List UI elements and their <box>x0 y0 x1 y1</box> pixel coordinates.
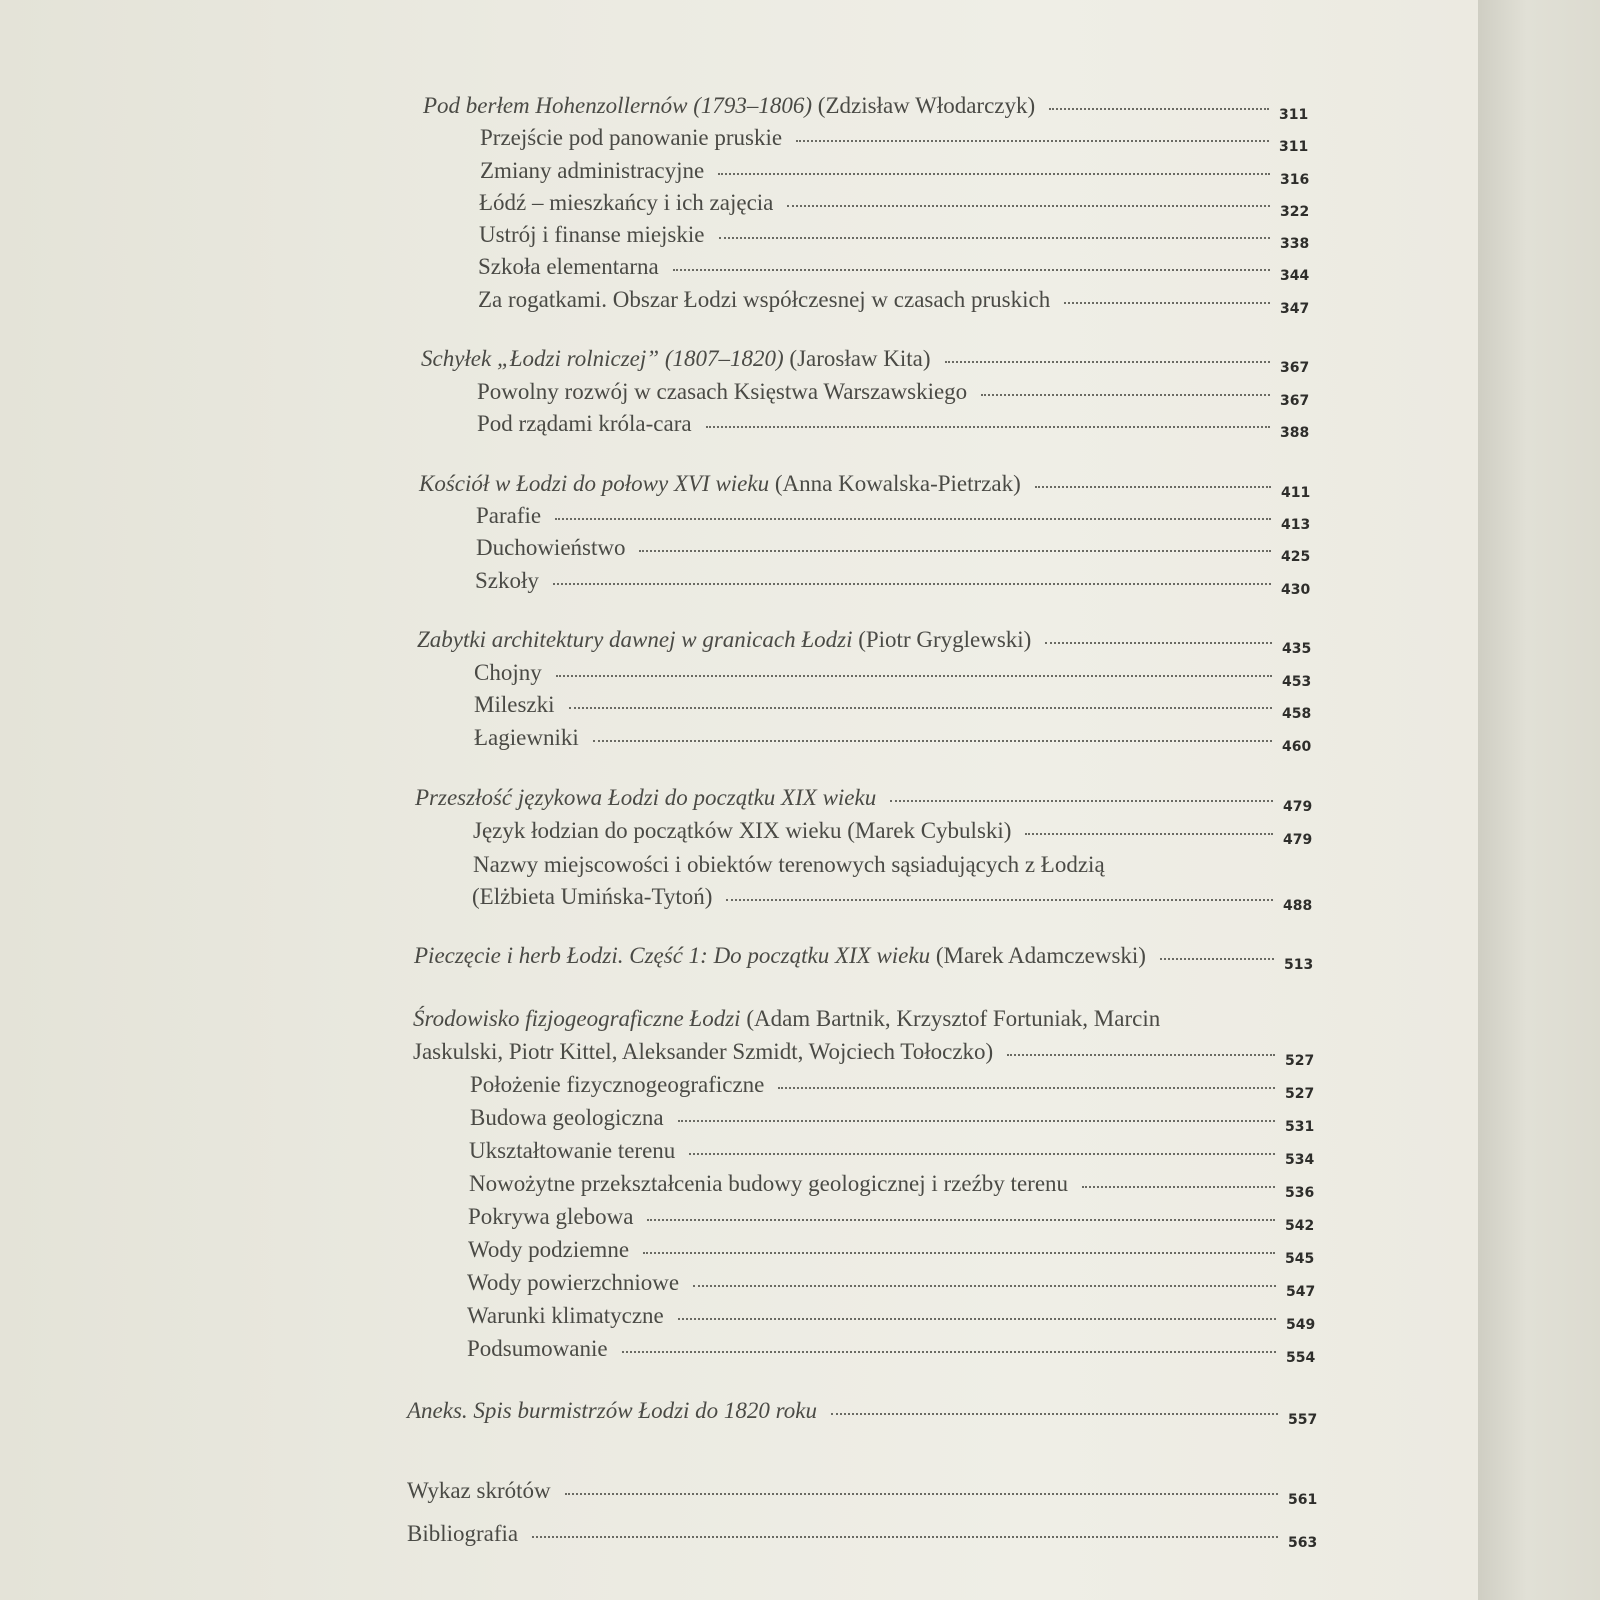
toc-entry-label: Pieczęcie i herb Łodzi. Część 1: Do początku XIX wieku (Marek Adamczewski) <box>414 943 1146 968</box>
toc-entry <box>421 346 1314 376</box>
toc-entry <box>468 1237 1319 1267</box>
toc-entry <box>475 568 1315 598</box>
dot-leader <box>1045 640 1272 644</box>
dot-leader <box>1007 1052 1275 1056</box>
dot-leader <box>787 203 1270 207</box>
toc-entry-label: Jaskulski, Piotr Kittel, Aleksander Szmidt, Wojciech Tołoczko) <box>413 1039 994 1064</box>
toc-entry-label: Zabytki architektury dawnej w granicach Łodzi (Piotr Gryglewski) <box>417 627 1032 652</box>
toc-entry <box>478 287 1314 317</box>
page-number: 344 <box>1280 268 1310 284</box>
page-number: 311 <box>1279 139 1309 155</box>
dot-leader <box>673 267 1270 271</box>
toc-entry-label: Chojny <box>474 660 542 685</box>
toc-entry <box>470 1072 1319 1102</box>
toc-entry-label: Warunki klimatyczne <box>467 1303 664 1328</box>
toc-entry <box>472 884 1317 914</box>
toc-entry-label: Język łodzian do początków XIX wieku (Marek Cybulski) <box>473 818 1012 843</box>
page-number: 458 <box>1282 706 1312 722</box>
page-number: 542 <box>1285 1218 1315 1234</box>
page-number: 563 <box>1288 1535 1318 1551</box>
page-number: 347 <box>1280 301 1310 317</box>
dot-leader <box>719 235 1271 239</box>
page-number: 311 <box>1279 107 1309 123</box>
toc-entry-label: Szkoły <box>475 568 539 593</box>
page-number: 367 <box>1280 393 1310 409</box>
toc-entry <box>477 411 1314 441</box>
toc-entry <box>469 1138 1319 1168</box>
dot-leader <box>1025 831 1273 835</box>
toc-entry-label: (Elżbieta Umińska-Tytoń) <box>472 884 713 909</box>
toc-entry <box>474 692 1316 722</box>
toc-entry-label: Pod berłem Hohenzollernów (1793–1806) (Zdzisław Włodarczyk) <box>423 93 1036 118</box>
toc-entry <box>423 93 1313 123</box>
page-number: 460 <box>1282 739 1312 755</box>
toc-entry-label: Przejście pod panowanie pruskie <box>480 125 783 150</box>
toc-entry <box>474 660 1316 690</box>
toc-entry <box>476 535 1315 565</box>
page-number: 453 <box>1282 674 1312 690</box>
dot-leader <box>532 1534 1278 1538</box>
toc-entry-first-line: Nazwy miejscowości i obiektów terenowych sąsiadujących z Łodzią <box>473 852 1105 877</box>
dot-leader <box>553 581 1271 585</box>
page-number: 488 <box>1283 898 1313 914</box>
toc-entry-label: Za rogatkami. Obszar Łodzi współczesnej w czasach pruskich <box>478 287 1051 312</box>
toc-entry-label: Bibliografia <box>407 1521 519 1546</box>
page-number: 545 <box>1285 1251 1315 1267</box>
page-number: 557 <box>1288 1412 1318 1428</box>
toc-entry <box>480 125 1313 155</box>
toc-entry-label: Schyłek „Łodzi rolniczej” (1807–1820) (Jarosław Kita) <box>421 346 931 371</box>
toc-entry <box>476 503 1315 533</box>
page-number: 411 <box>1281 485 1311 501</box>
dot-leader <box>639 548 1271 552</box>
page-edge <box>1478 0 1600 1600</box>
toc-entry-label: Łagiewniki <box>474 725 579 750</box>
toc-entry <box>414 943 1318 973</box>
toc-entry-label: Nowożytne przekształcenia budowy geologicznej i rzeźby terenu <box>469 1171 1069 1196</box>
toc-entry-label: Przeszłość językowa Łodzi do początku XIX wieku <box>415 785 877 810</box>
dot-leader <box>1035 484 1271 488</box>
page-number: 531 <box>1285 1119 1315 1135</box>
toc-entry-label: Wody podziemne <box>468 1237 630 1262</box>
dot-leader <box>693 1283 1276 1287</box>
toc-entry <box>473 818 1317 848</box>
page-number: 479 <box>1283 832 1313 848</box>
dot-leader <box>689 1151 1275 1155</box>
dot-leader <box>706 424 1270 428</box>
toc-entry-label: Pod rządami króla-cara <box>477 411 692 436</box>
toc-entry-label: Pokrywa glebowa <box>468 1204 634 1229</box>
toc-entry-label: Parafie <box>476 503 542 528</box>
dot-leader <box>1064 300 1270 304</box>
toc-entry <box>470 1105 1319 1135</box>
toc-entry-label: Podsumowanie <box>467 1336 608 1361</box>
toc-entry-label: Powolny rozwój w czasach Księstwa Warszawskiego <box>477 379 968 404</box>
toc-entry <box>407 1521 1322 1551</box>
dot-leader <box>1049 106 1269 110</box>
dot-leader <box>678 1316 1276 1320</box>
toc-entry-label: Kościół w Łodzi do połowy XVI wieku (Anna Kowalska-Pietrzak) <box>419 471 1021 496</box>
dot-leader <box>945 359 1270 363</box>
toc-entry <box>479 190 1314 220</box>
toc-entry-label: Wykaz skrótów <box>407 1478 551 1503</box>
page-number: 536 <box>1285 1185 1315 1201</box>
dot-leader <box>555 516 1271 520</box>
toc-entry <box>477 379 1314 409</box>
dot-leader <box>593 738 1272 742</box>
page-number: 527 <box>1285 1086 1315 1102</box>
toc-entry <box>413 1039 1319 1069</box>
toc-entry <box>467 1270 1320 1300</box>
toc-entry-label: Zmiany administracyjne <box>480 158 705 183</box>
dot-leader <box>569 705 1273 709</box>
toc-entry <box>478 254 1314 284</box>
dot-leader <box>678 1118 1275 1122</box>
toc-entry <box>419 471 1315 501</box>
page-number: 435 <box>1282 641 1312 657</box>
toc-entry <box>469 1171 1319 1201</box>
page-number: 425 <box>1281 549 1311 565</box>
toc-entry-label: Ukształtowanie terenu <box>469 1138 676 1163</box>
toc-entry-label: Szkoła elementarna <box>478 254 659 279</box>
toc-entry-label: Mileszki <box>474 692 555 717</box>
toc-entry-first-line: Środowisko fizjogeograficzne Łodzi (Adam Bartnik, Krzysztof Fortuniak, Marcin <box>413 1006 1161 1031</box>
toc-entry-label: Wody powierzchniowe <box>467 1270 680 1295</box>
toc-entry <box>407 1478 1322 1508</box>
page-number: 338 <box>1280 236 1310 252</box>
page-number: 561 <box>1288 1492 1318 1508</box>
dot-leader <box>647 1217 1275 1221</box>
toc-entry <box>415 785 1317 815</box>
page-number: 388 <box>1280 425 1310 441</box>
dot-leader <box>1160 956 1274 960</box>
dot-leader <box>1082 1184 1275 1188</box>
dot-leader <box>565 1491 1278 1495</box>
toc-entry-label: Łódź – mieszkańcy i ich zajęcia <box>479 190 774 215</box>
toc-entry-label: Położenie fizycznogeograficzne <box>470 1072 765 1097</box>
page-number: 367 <box>1280 360 1310 376</box>
toc-entry <box>467 1303 1320 1333</box>
toc-entry <box>480 158 1314 188</box>
toc-entry <box>468 1204 1319 1234</box>
dot-leader <box>643 1250 1275 1254</box>
dot-leader <box>796 138 1269 142</box>
dot-leader <box>831 1411 1278 1415</box>
dot-leader <box>718 171 1270 175</box>
page-number: 527 <box>1285 1053 1315 1069</box>
toc-entry <box>407 1398 1322 1428</box>
page-number: 554 <box>1286 1350 1316 1366</box>
page-number: 316 <box>1280 172 1310 188</box>
page-number: 534 <box>1285 1152 1315 1168</box>
page-number: 513 <box>1284 957 1314 973</box>
toc-entry-label: Duchowieństwo <box>476 535 626 560</box>
page-number: 549 <box>1286 1317 1316 1333</box>
dot-leader <box>556 673 1272 677</box>
toc-entry <box>474 725 1316 755</box>
toc-entry-label: Budowa geologiczna <box>470 1105 664 1130</box>
dot-leader <box>890 798 1273 802</box>
dot-leader <box>778 1085 1275 1089</box>
toc-entry-label: Aneks. Spis burmistrzów Łodzi do 1820 roku <box>407 1398 817 1423</box>
dot-leader <box>726 897 1273 901</box>
page-number: 430 <box>1281 582 1311 598</box>
toc-entry <box>467 1336 1320 1366</box>
page-number: 547 <box>1286 1284 1316 1300</box>
dot-leader <box>622 1349 1276 1353</box>
page-number: 479 <box>1283 799 1313 815</box>
toc-entry <box>479 222 1314 252</box>
toc-entry <box>417 627 1316 657</box>
toc-entry-label: Ustrój i finanse miejskie <box>479 222 705 247</box>
page-number: 413 <box>1281 517 1311 533</box>
page-number: 322 <box>1280 204 1310 220</box>
dot-leader <box>981 392 1270 396</box>
